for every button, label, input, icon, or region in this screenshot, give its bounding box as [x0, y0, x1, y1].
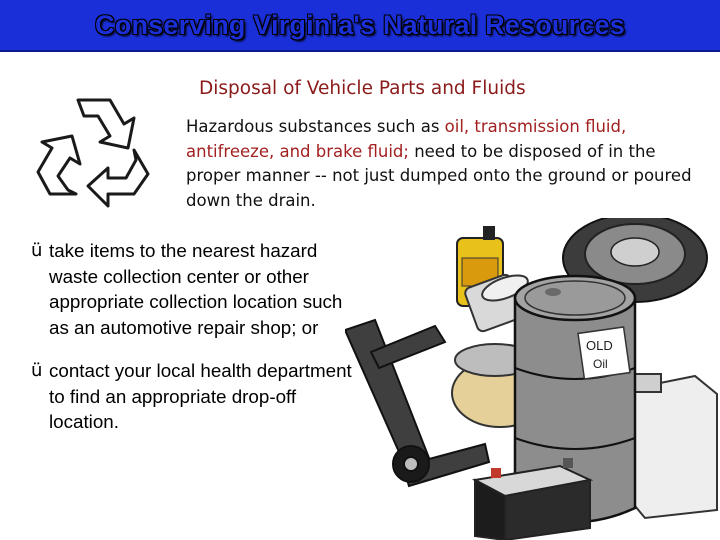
page-title: Conserving Virginia's Natural Resources — [95, 9, 625, 40]
intro-text-end: need to be disposed of in the proper manner -- not just dumped onto the ground or poured down the drain. — [186, 141, 692, 210]
check-icon: ü — [31, 240, 43, 261]
tip-text: contact your local health department to find an appropriate drop-off location. — [49, 360, 352, 432]
hazardous-substances-highlight: oil, transmission fluid, antifreeze, and brake fluid; — [186, 117, 627, 161]
vehicle-waste-illustration — [345, 218, 720, 540]
intro-text: Hazardous substances such as — [186, 117, 445, 136]
tip-item — [31, 358, 361, 435]
gas-can-illustration — [635, 374, 717, 518]
drum-label-old: OLD — [586, 338, 613, 353]
tip-text: take items to the nearest hazard waste collection center or other appropriate collection location such as an automotive repair shop; or — [49, 240, 343, 338]
recycle-icon — [26, 78, 162, 214]
intro-paragraph — [186, 115, 706, 213]
slide-subtitle: Disposal of Vehicle Parts and Fluids — [199, 78, 526, 99]
drum-label-oil: Oil — [593, 357, 608, 371]
tip-item — [31, 238, 361, 340]
title-bar — [0, 0, 720, 52]
check-icon: ü — [31, 360, 43, 381]
tips-list — [31, 238, 361, 453]
